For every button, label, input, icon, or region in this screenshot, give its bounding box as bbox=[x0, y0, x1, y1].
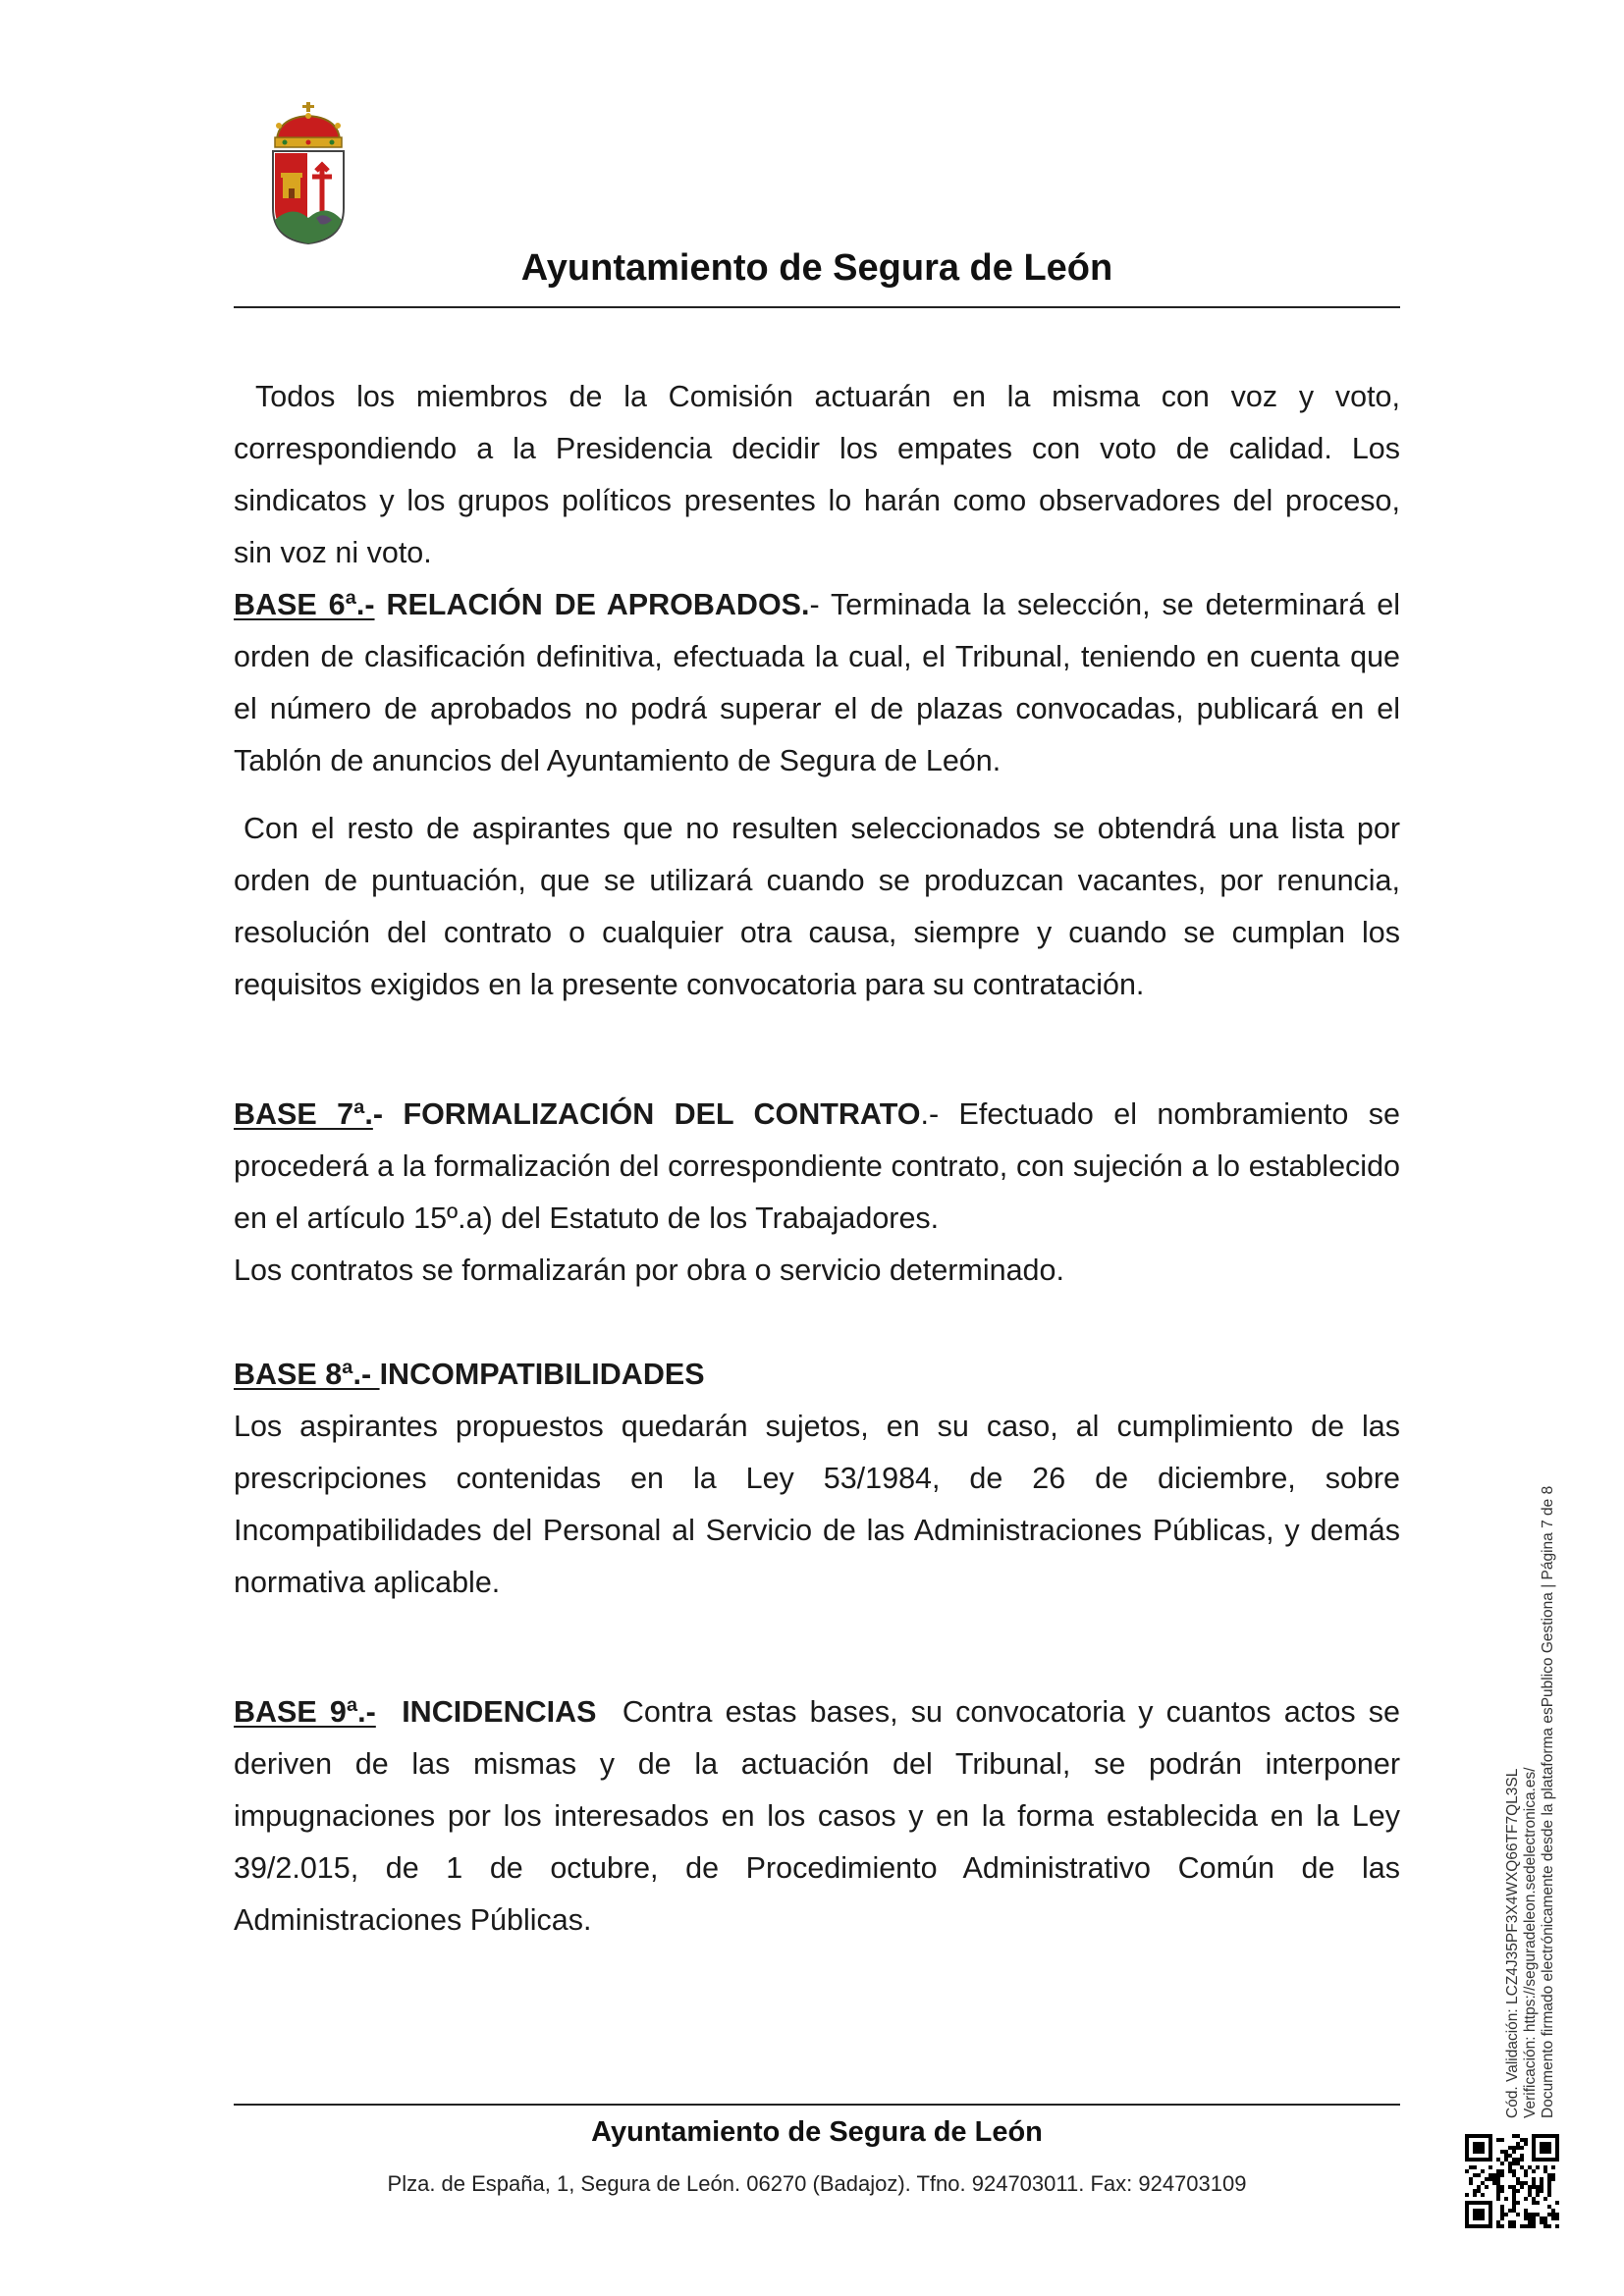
base-8-title: INCOMPATIBILIDADES bbox=[379, 1358, 705, 1391]
paragraph-commission: Todos los miembros de la Comisión actuarán en la misma con voz y voto, correspondiendo a la Presidencia decidir los empates con voto de calidad. Los sindicatos y los grupos políticos presentes lo harán como observadores del proceso, sin voz ni voto. bbox=[234, 380, 1400, 569]
footer-address: Plza. de España, 1, Segura de León. 06270 (Badajoz). Tfno. 924703011. Fax: 924703109 bbox=[387, 2171, 1247, 2196]
base-9-title: INCIDENCIAS bbox=[402, 1695, 597, 1729]
footer-divider bbox=[234, 2104, 1400, 2106]
header-title: Ayuntamiento de Segura de León bbox=[520, 247, 1113, 289]
document-body bbox=[234, 371, 1400, 1947]
verification-url: Verificación: https://seguradeleon.sedelectronica.es/ bbox=[1522, 1767, 1539, 2118]
paragraph-base-8-heading bbox=[234, 1349, 1400, 1401]
qr-code-icon bbox=[1465, 2134, 1559, 2228]
header-divider bbox=[234, 306, 1400, 308]
coat-of-arms-icon bbox=[267, 102, 350, 245]
base-6-title: RELACIÓN DE APROBADOS. bbox=[386, 588, 810, 621]
base-9-label: BASE 9ª.- bbox=[234, 1695, 376, 1729]
paragraph-waiting-list: Con el resto de aspirantes que no resulten seleccionados se obtendrá una lista por orden de puntuación, que se utilizará cuando se produzcan vacantes, por renuncia, resolución del contrato o cualquier otra causa, siempre y cuando se cumplan los requisitos exigidos en la presente convocatoria para su contratación. bbox=[234, 812, 1400, 1001]
validation-code: Cód. Validación: LCZ4J35PF3X4WXQ66TF7QL3SL bbox=[1504, 1768, 1521, 2118]
base-9-text: Contra estas bases, su convocatoria y cuantos actos se deriven de las mismas y de la actuación del Tribunal, se podrán interponer impugnaciones por los interesados en los casos y en la forma establecida en la Ley 39/2.015, de 1 de octubre, de Procedimiento Administrativo Común de las Administraciones Públicas. bbox=[234, 1695, 1400, 1937]
footer-title: Ayuntamiento de Segura de León bbox=[591, 2116, 1043, 2148]
paragraph-base-6 bbox=[234, 579, 1400, 787]
base-7-label: BASE 7ª. bbox=[234, 1097, 373, 1131]
base-8-label: BASE 8ª.- bbox=[234, 1358, 380, 1391]
base-6-text: - Terminada la selección, se determinará el orden de clasificación definitiva, efectuada la cual, el Tribunal, teniendo en cuenta que el número de aprobados no podrá superar el de plazas convocadas, publicará en el Tablón de anuncios del Ayuntamiento de Segura de León. bbox=[234, 588, 1400, 777]
paragraph-base-7-contracts: Los contratos se formalizarán por obra o servicio determinado. bbox=[234, 1254, 1064, 1287]
base-7-text: .- Efectuado el nombramiento se procederá a la formalización del correspondiente contrato, con sujeción a lo establecido en el artículo 15º.a) del Estatuto de los Trabajadores. bbox=[234, 1097, 1400, 1235]
paragraph-base-8: Los aspirantes propuestos quedarán sujetos, en su caso, al cumplimiento de las prescripciones contenidas en la Ley 53/1984, de 26 de diciembre, sobre Incompatibilidades del Personal al Servicio de las Administraciones Públicas, y demás normativa aplicable. bbox=[234, 1410, 1400, 1599]
paragraph-base-7 bbox=[234, 1089, 1400, 1245]
verification-text bbox=[1504, 1486, 1557, 2118]
base-6-label: BASE 6ª.- bbox=[234, 588, 375, 621]
base-7-dash: - bbox=[372, 1097, 384, 1131]
base-7-title: FORMALIZACIÓN DEL CONTRATO bbox=[403, 1097, 921, 1131]
paragraph-base-9 bbox=[234, 1686, 1400, 1947]
signature-notice: Documento firmado electrónicamente desde la plataforma esPublico Gestiona | Página 7 de 8 bbox=[1540, 1485, 1556, 2118]
